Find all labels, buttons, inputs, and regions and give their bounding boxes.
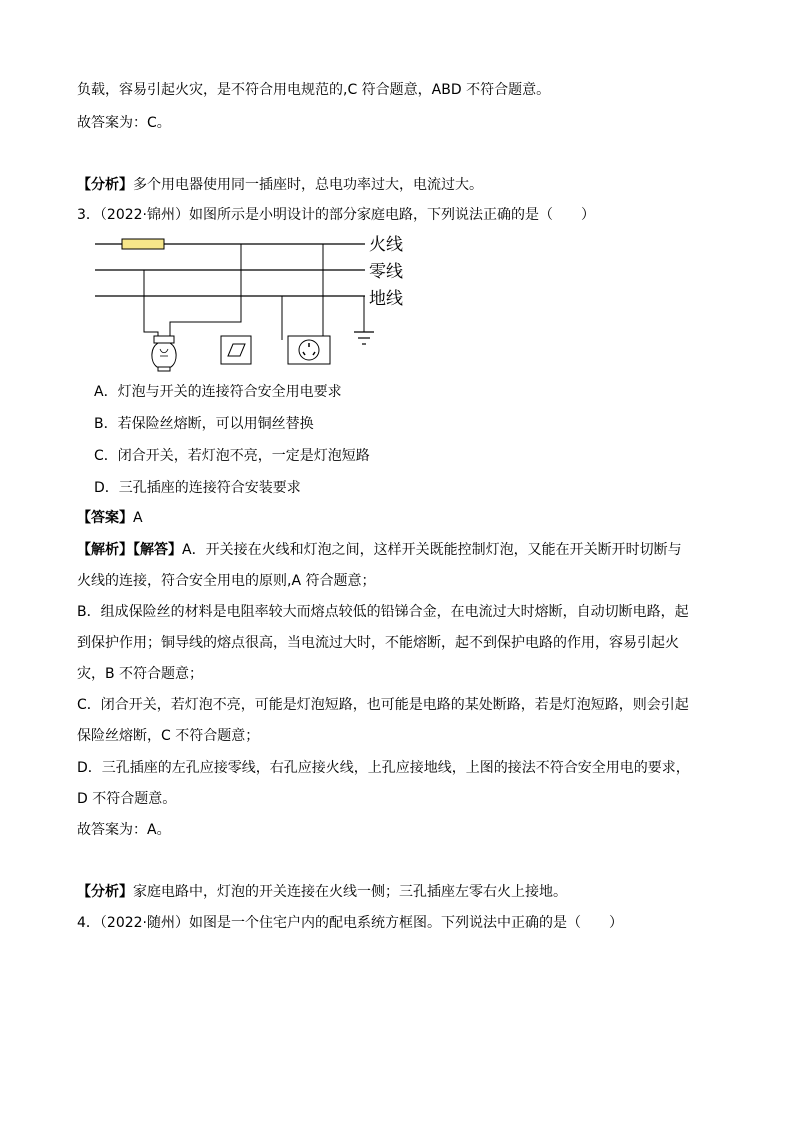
lamp-neutral-wire	[144, 270, 158, 336]
explain-line: D．三孔插座的左孔应接零线，右孔应接火线，上孔应接地线，上图的接法不符合安全用电的要求，	[77, 760, 690, 776]
ground-wire-label: 地线	[369, 289, 403, 309]
option-d: D．三孔插座的连接符合安装要求	[94, 480, 301, 496]
analysis-text: 家庭电路中，灯泡的开关连接在火线一侧；三孔插座左零右火上接地。	[133, 884, 567, 900]
explain-line: 故答案为：A。	[77, 822, 171, 838]
answer-value: A	[133, 510, 143, 526]
option-b: B．若保险丝熔断，可以用铜丝替换	[94, 416, 314, 432]
light-bulb-icon	[152, 343, 176, 371]
neutral-wire-label: 零线	[369, 262, 403, 282]
explain-line: 保险丝熔断，C 不符合题意；	[77, 728, 260, 744]
three-hole-socket-icon	[288, 336, 330, 364]
explain-line: D 不符合题意。	[77, 791, 177, 807]
option-a: A．灯泡与开关的连接符合安全用电要求	[94, 384, 342, 400]
answer-tag: 【答案】	[77, 510, 133, 526]
option-c: C．闭合开关，若灯泡不亮，一定是灯泡短路	[94, 448, 370, 464]
answer-line	[77, 508, 143, 528]
explain-line: 【解析】【解答】A．开关接在火线和灯泡之间，这样开关既能控制灯泡，又能在开关断开时切断与	[77, 542, 682, 558]
analysis-text: 多个用电器使用同一插座时，总电功率过大，电流过大。	[133, 177, 483, 193]
explain-tag: 【解析】【解答】	[77, 542, 182, 558]
fuse-icon	[122, 239, 164, 249]
switch-box-icon	[221, 336, 251, 364]
explain-line: 到保护作用；铜导线的熔点很高，当电流过大时，不能熔断，起不到保护电路的作用，容易引起火	[77, 635, 679, 651]
ground-symbol-icon	[354, 332, 374, 344]
analysis-paragraph	[77, 882, 567, 902]
explain-line: B．组成保险丝的材料是电阻率较大而熔点较低的铅锑合金，在电流过大时熔断，自动切断电路，起	[77, 604, 689, 620]
lamp-socket-icon	[154, 336, 174, 343]
switch-live-wire	[170, 244, 241, 336]
text-line: 故答案为：C。	[77, 115, 171, 131]
analysis-tag: 【分析】	[77, 177, 133, 193]
text-line: 负载，容易引起火灾，是不符合用电规范的,C 符合题意，ABD 不符合题意。	[77, 82, 551, 98]
explain-line: 灾，B 不符合题意；	[77, 666, 204, 682]
question-3-stem: 3．（2022·锦州）如图所示是小明设计的部分家庭电路，下列说法正确的是（ ）	[77, 207, 595, 223]
live-wire-label: 火线	[369, 235, 403, 255]
explain-line: C．闭合开关，若灯泡不亮，可能是灯泡短路，也可能是电路的某处断路，若是灯泡短路，则会引起	[77, 697, 689, 713]
explain-line: 火线的连接，符合安全用电的原则,A 符合题意；	[77, 573, 376, 589]
question-4-stem: 4．（2022·随州）如图是一个住宅户内的配电系统方框图。下列说法中正确的是（ ）	[77, 915, 623, 931]
analysis-tag: 【分析】	[77, 884, 133, 900]
